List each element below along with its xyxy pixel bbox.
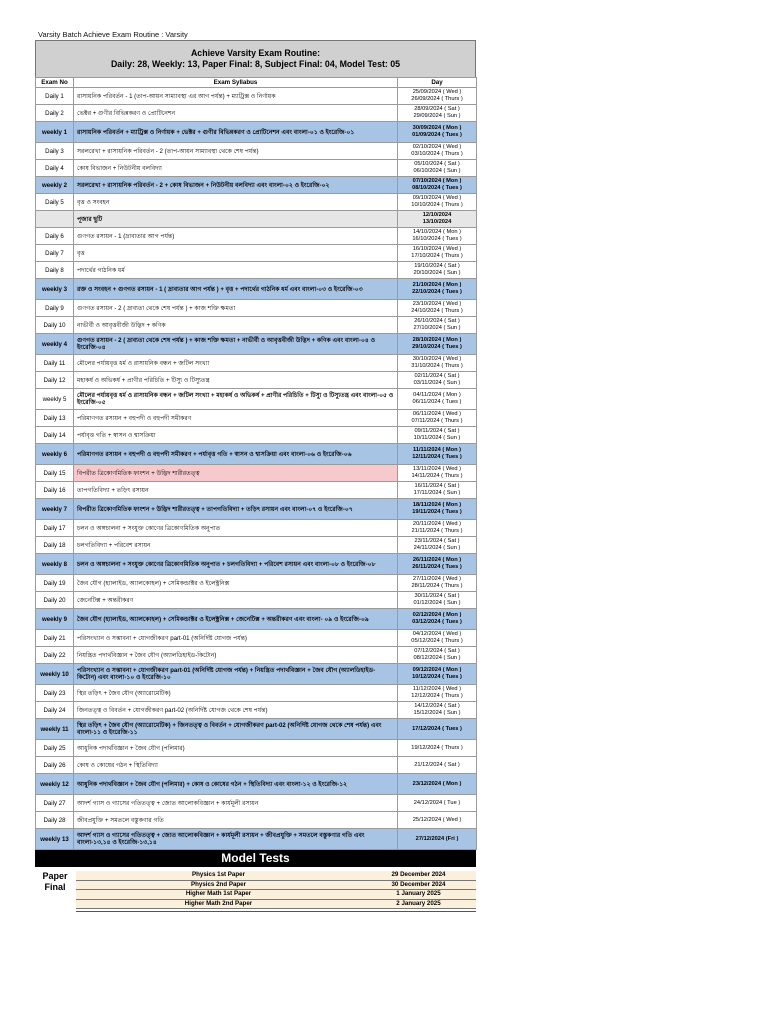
- paper-subject: Physics 1st Paper: [192, 871, 245, 878]
- day-cell: [398, 719, 477, 740]
- day-cell: [398, 279, 477, 300]
- table-row: [36, 279, 477, 300]
- day-cell: [398, 664, 477, 685]
- day-line-1: 02/12/2024 ( Mon ): [412, 612, 462, 618]
- day-line-2: 03/12/2024 ( Tues ): [412, 619, 462, 625]
- day-cell: [398, 317, 477, 334]
- table-row: [36, 427, 477, 444]
- day-line-2: 27/10/2024 ( Sun ): [413, 325, 461, 331]
- exam-no-cell: Daily 12: [36, 372, 74, 389]
- day-cell: [398, 245, 477, 262]
- syllabus-cell: পর্যাবৃত্ত গতি + স্বাসন ও শ্বাসক্রিয়া: [74, 427, 398, 444]
- table-row: [36, 630, 477, 647]
- day-line-1: 23/12/2024 ( Mon ): [412, 780, 462, 787]
- exam-no-cell: Daily 5: [36, 194, 74, 211]
- table-row: [36, 389, 477, 410]
- exam-no-cell: Daily 18: [36, 537, 74, 554]
- syllabus-cell: স্থির তড়িৎ + জৈব যৌগ (অ্যারোমেটিক): [74, 685, 398, 702]
- day-line-1: 27/12/2024 (Fri ): [415, 835, 459, 842]
- day-line-2: 22/10/2024 ( Tues ): [412, 289, 462, 295]
- table-row: [36, 647, 477, 664]
- day-line-1: 12/10/2024: [422, 212, 452, 218]
- day-cell: [398, 829, 477, 850]
- syllabus-cell: বিপরীত ত্রিকোণমিতিক ফাংশন + উদ্ভিদ শারীরতত্ত্ব + তাপগতিবিদ্যা + তড়িৎ রসায়ন এবং বাংলা-০৭ ও ইংরেজি-০৭: [74, 499, 398, 520]
- exam-no-cell: Daily 22: [36, 647, 74, 664]
- syllabus-cell: বৃত্ত ও সংবহন: [74, 194, 398, 211]
- day-cell: [398, 465, 477, 482]
- table-row: [36, 465, 477, 482]
- day-line-1: 06/11/2024 ( Wed ): [412, 411, 462, 417]
- paper-final-row: [76, 890, 476, 900]
- exam-no-cell: Daily 6: [36, 228, 74, 245]
- table-row: [36, 740, 477, 757]
- day-line-1: 16/10/2024 ( Wed ): [412, 246, 462, 252]
- day-line-2: 24/11/2024 ( Sun ): [413, 545, 461, 551]
- table-row: [36, 444, 477, 465]
- routine-table: [35, 77, 477, 850]
- table-row: [36, 520, 477, 537]
- syllabus-cell: আধুনিক পদার্থবিজ্ঞান + জৈব যৌগ (পলিমার) + কোষ ও কোষের গঠন + স্থিতিবিদ্যা এবং বাংলা-১২ ও ইংরেজি-১২: [74, 774, 398, 795]
- exam-no-cell: weekly 2: [36, 177, 74, 194]
- header-exam-no: Exam No: [36, 78, 74, 88]
- syllabus-cell: জৈব যৌগ (হ্যালাইড, অ্যালকোহল) + সেমিকন্ডাক্টর ও ইলেক্ট্রনিক্স + জেনেটিক্স + অন্তরীকরণ এবং বাংলা- ০৯ ও ইংরেজি-০৯: [74, 609, 398, 630]
- paper-final-label-line1: Paper: [42, 871, 68, 881]
- exam-no-cell: Daily 28: [36, 812, 74, 829]
- table-row: [36, 609, 477, 630]
- day-cell: [398, 262, 477, 279]
- exam-no-cell: weekly 5: [36, 389, 74, 410]
- exam-no-cell: Daily 4: [36, 160, 74, 177]
- day-line-1: 09/11/2024 ( Sat ): [414, 428, 460, 434]
- paper-final-row: [76, 900, 476, 910]
- exam-no-cell: weekly 7: [36, 499, 74, 520]
- table-row: [36, 482, 477, 499]
- syllabus-cell: আদর্শ গ্যাস ও গ্যাসের গতিতত্ত্ব + জ্যেত আলোকবিজ্ঞান + কার্যমূলী রসায়ন: [74, 795, 398, 812]
- header-day: Day: [398, 78, 477, 88]
- day-cell: [398, 334, 477, 355]
- exam-no-cell: Daily 20: [36, 592, 74, 609]
- day-line-1: 09/10/2024 ( Wed ): [412, 195, 462, 201]
- syllabus-cell: সরলরেখা + রাসায়নিক পরিবর্তন - 2 + কোষ বিভাজন + নিউটনীয় বলবিদ্যা এবং বাংলা-০২ ও ইংরেজি-০২: [74, 177, 398, 194]
- table-row: [36, 88, 477, 105]
- day-line-2: 10/11/2024 ( Sun ): [413, 435, 461, 441]
- day-line-1: 14/12/2024 ( Sat ): [414, 703, 460, 709]
- exam-no-cell: weekly 12: [36, 774, 74, 795]
- day-line-1: 13/11/2024 ( Wed ): [412, 466, 462, 472]
- day-cell: [398, 575, 477, 592]
- day-cell: [398, 355, 477, 372]
- exam-no-cell: weekly 10: [36, 664, 74, 685]
- exam-no-cell: weekly 1: [36, 122, 74, 143]
- table-row: [36, 554, 477, 575]
- day-cell: [398, 685, 477, 702]
- paper-date: 30 December 2024: [391, 880, 446, 888]
- table-row: [36, 829, 477, 850]
- exam-no-cell: Daily 10: [36, 317, 74, 334]
- exam-no-cell: weekly 6: [36, 444, 74, 465]
- paper-final-list: [76, 871, 476, 909]
- paper-date: 29 December 2024: [391, 871, 446, 878]
- day-cell: [398, 194, 477, 211]
- day-line-1: 20/11/2024 ( Wed ): [412, 521, 462, 527]
- syllabus-cell: পরিসংখ্যান ও সম্ভাবনা + যোগজীকরণ part-01 (অনির্দিষ্ট যোগজ পর্যন্ত): [74, 630, 398, 647]
- day-cell: [398, 143, 477, 160]
- day-line-1: 26/10/2024 ( Sat ): [414, 318, 460, 324]
- syllabus-cell: মৌলের পর্যায়বৃত্ত ধর্ম ও রাসায়নিক বন্ধন + জটিল সংখ্যা: [74, 355, 398, 372]
- exam-no-cell: Daily 16: [36, 482, 74, 499]
- header-syllabus: Exam Syllabus: [74, 78, 398, 88]
- day-line-2: 31/10/2024 ( Thurs ): [411, 363, 463, 369]
- day-line-2: 08/10/2024 ( Tues ): [412, 185, 462, 191]
- table-row: [36, 160, 477, 177]
- table-row: [36, 592, 477, 609]
- day-cell: [398, 520, 477, 537]
- model-tests-title: Model Tests: [35, 850, 476, 867]
- day-line-1: 25/12/2024 ( Wed ): [412, 816, 462, 823]
- day-line-2: 08/12/2024 ( Sun ): [413, 655, 461, 661]
- day-line-2: 19/11/2024 ( Tues ): [412, 509, 462, 515]
- day-cell: [398, 88, 477, 105]
- day-line-1: 16/11/2024 ( Sat ): [414, 483, 460, 489]
- table-row: [36, 499, 477, 520]
- day-cell: [398, 410, 477, 427]
- day-cell: [398, 427, 477, 444]
- table-row: [36, 774, 477, 795]
- day-cell: [398, 211, 477, 228]
- exam-no-cell: Daily 25: [36, 740, 74, 757]
- day-line-1: 04/11/2024 ( Mon ): [413, 392, 461, 398]
- day-cell: [398, 499, 477, 520]
- day-line-1: 30/09/2024 ( Mon ): [412, 125, 462, 131]
- day-line-1: 26/11/2024 ( Mon ): [412, 557, 462, 563]
- day-line-1: 07/10/2024 ( Mon ): [412, 178, 462, 184]
- exam-no-cell: Daily 8: [36, 262, 74, 279]
- syllabus-cell: পদার্থের গাঠনিক ধর্ম: [74, 262, 398, 279]
- exam-no-cell: weekly 4: [36, 334, 74, 355]
- table-row: [36, 177, 477, 194]
- exam-no-cell: Daily 3: [36, 143, 74, 160]
- exam-no-cell: Daily 13: [36, 410, 74, 427]
- day-line-1: 30/10/2024 ( Wed ): [412, 356, 462, 362]
- day-line-2: 12/11/2024 ( Tues ): [412, 454, 462, 460]
- day-cell: [398, 795, 477, 812]
- table-row: [36, 105, 477, 122]
- day-cell: [398, 389, 477, 410]
- table-row: [36, 537, 477, 554]
- day-line-2: 29/09/2024 ( Sun ): [413, 113, 461, 119]
- exam-no-cell: Daily 19: [36, 575, 74, 592]
- syllabus-cell: জেনেটিক্স + অন্তরীকরণ: [74, 592, 398, 609]
- paper-final-label: [35, 871, 75, 893]
- day-line-1: 23/11/2024 ( Sat ): [414, 538, 460, 544]
- routine-summary: Daily: 28, Weekly: 13, Paper Final: 8, Subject Final: 04, Model Test: 05: [110, 59, 401, 69]
- routine-title-box: [35, 40, 476, 77]
- exam-no-cell: Daily 2: [36, 105, 74, 122]
- table-row: [36, 757, 477, 774]
- paper-final-row: [76, 871, 476, 881]
- page-header: Varsity Batch Achieve Exam Routine : Varsity: [38, 30, 188, 39]
- day-cell: [398, 740, 477, 757]
- day-line-2: 28/11/2024 ( Thurs ): [411, 583, 463, 589]
- day-line-1: 28/10/2024 ( Mon ): [412, 337, 462, 343]
- syllabus-cell: চলন ও অঙ্গচালনা + সংযুক্ত কোণের ত্রিকোণমিতিক অনুপাত: [74, 520, 398, 537]
- exam-no-cell: weekly 11: [36, 719, 74, 740]
- paper-subject: Physics 2nd Paper: [190, 880, 247, 888]
- syllabus-cell: গুণগত রসায়ন - 1 (দ্রাব্যতার আগ পর্যন্ত): [74, 228, 398, 245]
- day-line-1: 17/12/2024 ( Tues ): [412, 725, 462, 732]
- syllabus-cell: চলগতিবিদ্যা + পরিবেশ রসায়ন: [74, 537, 398, 554]
- syllabus-cell: রাসায়নিক পরিবর্তন + ম্যাট্রিক্স ও নির্ণায়ক + ভেক্টর + গুণীর বিভিন্নকরণ ও প্রোটিনেশন এবং বাংলা-০১ ও ইংরেজি-০১: [74, 122, 398, 143]
- syllabus-cell: মহাকর্ষ ও অভিকর্ষ + প্রাণীর পরিচিতি + টিস্যু ও টিস্যুতন্ত্র: [74, 372, 398, 389]
- exam-no-cell: weekly 8: [36, 554, 74, 575]
- table-row: [36, 410, 477, 427]
- syllabus-cell: আধুনিক পদার্থবিজ্ঞান + জৈব যৌগ (পলিমার): [74, 740, 398, 757]
- exam-no-cell: Daily 14: [36, 427, 74, 444]
- table-row: [36, 372, 477, 389]
- day-cell: [398, 300, 477, 317]
- day-line-2: 07/11/2024 ( Thurs ): [411, 418, 463, 424]
- day-line-2: 26/11/2024 ( Tues ): [412, 564, 462, 570]
- table-row: [36, 702, 477, 719]
- day-cell: [398, 105, 477, 122]
- day-line-2: 10/12/2024 ( Tues ): [412, 674, 462, 680]
- syllabus-cell: আদর্শ গ্যাস ও গ্যাসের গতিতত্ত্ব + জ্যেত আলোকবিজ্ঞান + কার্যমূলী রসায়ন + জীবপ্রযুক্তি + সমতলে বস্তুকণার গতি এবং বাংলা-১৩,১৪ ও ইংরেজি-১৩,১৪: [74, 829, 398, 850]
- table-row: [36, 122, 477, 143]
- day-line-1: 25/09/2024 ( Wed ): [412, 89, 462, 95]
- exam-no-cell: Daily 15: [36, 465, 74, 482]
- routine-container: [35, 40, 476, 911]
- syllabus-cell: রক্ত ও সংবহন + গুণগত রসায়ন - 1 ( দ্রাব্যতার আগ পর্যন্ত ) + বৃত্ত + পদার্থের গাঠনিক ধর্ম এবং বাংলা-০৩ ও ইংরেজি-০৩: [74, 279, 398, 300]
- day-cell: [398, 647, 477, 664]
- day-cell: [398, 630, 477, 647]
- day-line-2: 17/10/2024 ( Thurs ): [411, 253, 463, 259]
- day-line-1: 19/10/2024 ( Sat ): [414, 263, 460, 269]
- day-line-1: 11/12/2024 ( Wed ): [412, 686, 462, 692]
- table-row: [36, 262, 477, 279]
- day-cell: [398, 122, 477, 143]
- day-line-1: 02/10/2024 ( Wed ): [412, 144, 462, 150]
- syllabus-cell: পূজার ছুটি: [74, 211, 398, 228]
- table-row: [36, 211, 477, 228]
- paper-subject: Higher Math 1st Paper: [185, 890, 252, 897]
- day-line-2: 03/11/2024 ( Sun ): [413, 380, 461, 386]
- routine-title: Achieve Varsity Exam Routine:: [190, 48, 321, 58]
- exam-no-cell: Daily 21: [36, 630, 74, 647]
- syllabus-cell: পরিমাণগত রসায়ন + বহুপদী ও বহুপদী সমীকরণ: [74, 410, 398, 427]
- exam-no-cell: weekly 9: [36, 609, 74, 630]
- day-cell: [398, 609, 477, 630]
- day-cell: [398, 228, 477, 245]
- exam-no-cell: Daily 24: [36, 702, 74, 719]
- syllabus-cell: পরিমাণগত রসায়ন + বহুপদী ও বহুপদী সমীকরণ + পর্যাবৃত্ত গতি + স্বাসন ও শ্বাসক্রিয়া এবং বাংলা-০৬ ও ইংরেজি-০৬: [74, 444, 398, 465]
- paper-final-divider: [76, 911, 476, 912]
- day-cell: [398, 482, 477, 499]
- syllabus-cell: গুণগত রসায়ন - 2 ( দ্রাব্যতা থেকে শেষ পর্যন্ত ) + কাজ শক্তি ক্ষমতা: [74, 300, 398, 317]
- exam-no-cell: Daily 1: [36, 88, 74, 105]
- table-header-row: [36, 78, 477, 88]
- day-cell: [398, 177, 477, 194]
- syllabus-cell: নিয়ন্ত্রিত পদার্থবিজ্ঞান + জৈব যৌগ (অ্যালডিহাইড-কিটোন): [74, 647, 398, 664]
- syllabus-cell: বিপরীত ত্রিকোণমিতিক ফাংশন + উদ্ভিদ শারীরতত্ত্ব: [74, 465, 398, 482]
- day-line-2: 13/10/2024: [422, 219, 452, 225]
- table-row: [36, 245, 477, 262]
- day-line-2: 20/10/2024 ( Sun ): [413, 270, 461, 276]
- day-line-2: 10/10/2024 ( Thurs ): [411, 202, 463, 208]
- syllabus-cell: তাপগতিবিদ্যা + তড়িৎ রসায়ন: [74, 482, 398, 499]
- paper-final-label-line2: Final: [44, 882, 66, 892]
- day-line-2: 14/11/2024 ( Thurs ): [411, 473, 463, 479]
- day-line-2: 16/10/2024 ( Tues ): [412, 236, 462, 242]
- exam-no-cell: Daily 11: [36, 355, 74, 372]
- table-row: [36, 228, 477, 245]
- day-line-2: 21/11/2024 ( Thurs ): [411, 528, 463, 534]
- day-line-1: 28/09/2024 ( Sat ): [414, 106, 460, 112]
- syllabus-cell: মৌলের পর্যায়বৃত্ত ধর্ম ও রাসায়নিক বন্ধন + জটিল সংখ্যা + মহাকর্ষ ও অভিকর্ষ + প্রাণীর পরিচিতি + টিস্যু ও টিস্যুতন্ত্র এবং বাংলা-০৫ ও ইংরেজি-০৫: [74, 389, 398, 410]
- day-line-2: 26/09/2024 ( Thurs ): [411, 96, 463, 102]
- syllabus-cell: নাভীর্বী ও আবৃত্তবীজী উদ্ভিদ + কণিক: [74, 317, 398, 334]
- exam-no-cell: Daily 27: [36, 795, 74, 812]
- day-line-2: 06/10/2024 ( Sun ): [413, 168, 461, 174]
- syllabus-cell: জৈব যৌগ (হ্যালাইড, অ্যালকোহল) + সেমিকন্ডাক্টর ও ইলেক্ট্রনিক্স: [74, 575, 398, 592]
- day-line-2: 24/10/2024 ( Thurs ): [411, 308, 463, 314]
- day-line-1: 11/11/2024 ( Mon ): [412, 447, 462, 453]
- table-row: [36, 795, 477, 812]
- day-line-2: 12/12/2024 ( Thurs ): [411, 693, 463, 699]
- syllabus-cell: বৃত্ত: [74, 245, 398, 262]
- day-line-1: 19/12/2024 ( Thurs ): [411, 744, 463, 751]
- day-cell: [398, 444, 477, 465]
- day-line-2: 29/10/2024 ( Tues ): [412, 344, 462, 350]
- exam-no-cell: Daily 17: [36, 520, 74, 537]
- table-row: [36, 575, 477, 592]
- table-row: [36, 300, 477, 317]
- day-line-1: 27/11/2024 ( Wed ): [412, 576, 462, 582]
- table-row: [36, 355, 477, 372]
- day-cell: [398, 757, 477, 774]
- syllabus-cell: স্থির তড়িৎ + জৈব যৌগ (অ্যারোমেটিক) + জিনতত্ত্ব ও বিবর্তন + যোগজীকরণ part-02 (অনির্দিষ্ট যোগজ থেকে শেষ পর্যন্ত) এবং বাংলা-১১ ও ইংরেজি-১১: [74, 719, 398, 740]
- day-line-1: 21/10/2024 ( Mon ): [412, 282, 462, 288]
- syllabus-cell: সরলরেখা + রাসায়নিক পরিবর্তন - 2 (তাপ-আয়ন সাম্যাবস্থা থেকে শেষ পর্যন্ত): [74, 143, 398, 160]
- day-line-1: 24/12/2024 ( Tue ): [413, 799, 461, 806]
- day-line-1: 05/10/2024 ( Sat ): [414, 161, 460, 167]
- syllabus-cell: গুণগত রসায়ন - 2 ( দ্রাব্যতা থেকে শেষ পর্যন্ত ) + কাজ শক্তি ক্ষমতা + নাভীর্বী ও আবৃত্তবীজী উদ্ভিদ + কণিক এবং বাংলা-০৪ ও ইংরেজি-০৪: [74, 334, 398, 355]
- day-line-1: 14/10/2024 ( Mon ): [412, 229, 462, 235]
- day-line-2: 03/10/2024 ( Thurs ): [411, 151, 463, 157]
- day-line-2: 06/11/2024 ( Tues ): [412, 399, 462, 405]
- day-line-1: 18/11/2024 ( Mon ): [412, 502, 462, 508]
- day-cell: [398, 702, 477, 719]
- exam-no-cell: weekly 13: [36, 829, 74, 850]
- exam-no-cell: Daily 23: [36, 685, 74, 702]
- day-line-2: 17/11/2024 ( Sun ): [413, 490, 461, 496]
- exam-no-cell: Daily 26: [36, 757, 74, 774]
- syllabus-cell: জিনতত্ত্ব ও বিবর্তন + যোগজীকরণ part-02 (অনির্দিষ্ট যোগজ থেকে শেষ পর্যন্ত): [74, 702, 398, 719]
- day-line-2: 15/12/2024 ( Sun ): [413, 710, 461, 716]
- day-line-2: 01/09/2024 ( Tues ): [412, 132, 462, 138]
- day-line-1: 21/12/2024 ( Sat ): [414, 761, 460, 768]
- day-cell: [398, 774, 477, 795]
- day-line-1: 30/11/2024 ( Sat ): [414, 593, 460, 599]
- paper-date: 1 January 2025: [396, 890, 441, 897]
- exam-no-cell: Daily 7: [36, 245, 74, 262]
- table-row: [36, 664, 477, 685]
- table-row: [36, 143, 477, 160]
- paper-date: 2 January 2025: [396, 899, 441, 907]
- paper-final-row: [76, 881, 476, 891]
- day-cell: [398, 372, 477, 389]
- day-line-1: 04/12/2024 ( Wed ): [412, 631, 462, 637]
- day-cell: [398, 592, 477, 609]
- table-row: [36, 334, 477, 355]
- table-row: [36, 317, 477, 334]
- table-row: [36, 812, 477, 829]
- syllabus-cell: কোষ বিভাজন + নিউটনীয় বলবিদ্যা: [74, 160, 398, 177]
- day-cell: [398, 537, 477, 554]
- syllabus-cell: কোষ ও কোষের গঠন + স্থিতিবিদ্যা: [74, 757, 398, 774]
- day-line-2: 01/12/2024 ( Sun ): [413, 600, 461, 606]
- exam-no-cell: [36, 211, 74, 228]
- day-line-1: 23/10/2024 ( Wed ): [412, 301, 462, 307]
- table-row: [36, 719, 477, 740]
- exam-no-cell: Daily 9: [36, 300, 74, 317]
- syllabus-cell: পরিসংখ্যান ও সম্ভাবনা + যোগজীকরণ part-01 (অনির্দিষ্ট যোগজ পর্যন্ত) + নিয়ন্ত্রিত পদার্থবিজ্ঞান + জৈব যৌগ (অ্যালডিহাইড-কিটোন) এবং বাংলা-১০ ও ইংরেজি-১০: [74, 664, 398, 685]
- syllabus-cell: রাসায়নিক পরিবর্তন - 1 (তাপ-আয়ন সাম্যাবস্থা এর আগ পর্যন্ত) + ম্যাট্রিক্স ও নির্ণায়ক: [74, 88, 398, 105]
- day-line-2: 05/12/2024 ( Thurs ): [411, 638, 463, 644]
- syllabus-cell: চলন ও অঙ্গচালনা + সংযুক্ত কোণের ত্রিকোণমিতিক অনুপাত + চলগতিবিদ্যা + পরিবেশ রসায়ন এবং বাংলা-০৮ ও ইংরেজি-০৮: [74, 554, 398, 575]
- table-row: [36, 685, 477, 702]
- routine-body: [36, 88, 477, 850]
- paper-final-section: [35, 867, 476, 911]
- exam-no-cell: weekly 3: [36, 279, 74, 300]
- day-line-1: 02/11/2024 ( Sat ): [414, 373, 460, 379]
- day-cell: [398, 812, 477, 829]
- day-cell: [398, 554, 477, 575]
- syllabus-cell: জীবপ্রযুক্তি + সমতলে বস্তুকণার গতি: [74, 812, 398, 829]
- day-cell: [398, 160, 477, 177]
- table-row: [36, 194, 477, 211]
- day-line-1: 07/12/2024 ( Sat ): [414, 648, 460, 654]
- paper-subject: Higher Math 2nd Paper: [184, 899, 253, 907]
- day-line-1: 09/12/2024 ( Mon ): [412, 667, 462, 673]
- syllabus-cell: ভেক্টর + গুণীর বিভিন্নকরণ ও প্রোটিনেশন: [74, 105, 398, 122]
